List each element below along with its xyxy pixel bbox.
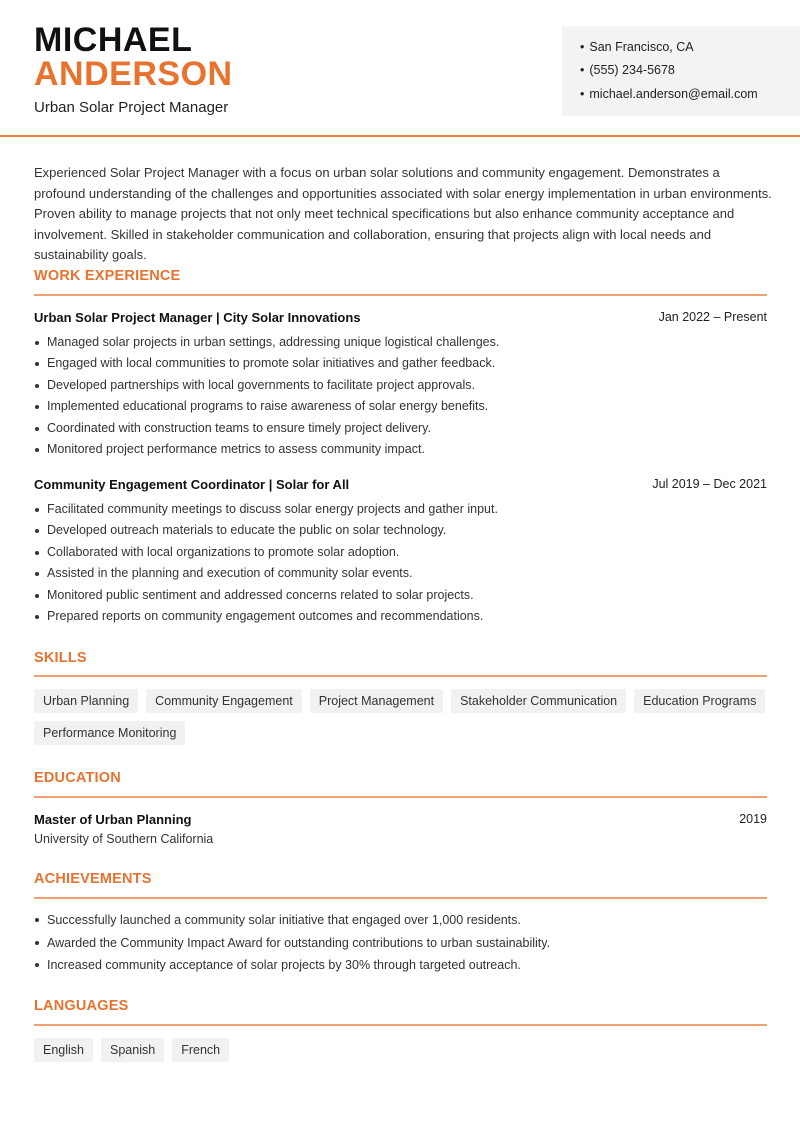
section-divider: [34, 294, 767, 296]
contact-location: • San Francisco, CA: [580, 40, 694, 54]
contact-box: [562, 26, 800, 116]
job-date: Jan 2022 – Present: [658, 310, 767, 324]
list-item: Increased community acceptance of solar projects by 30% through targeted outreach.: [34, 954, 550, 977]
skill-chip: Stakeholder Communication: [451, 689, 626, 713]
list-item: Facilitated community meetings to discuss solar energy projects and gather input.: [34, 499, 498, 520]
skill-chip: Project Management: [310, 689, 443, 713]
section-title-skills: SKILLS: [34, 650, 87, 666]
contact-phone: • (555) 234-5678: [580, 63, 675, 77]
skill-chip: Education Programs: [634, 689, 765, 713]
language-chip: Spanish: [101, 1038, 164, 1062]
last-name: ANDERSON: [34, 55, 233, 93]
section-title-education: EDUCATION: [34, 770, 121, 786]
section-title-achievements: ACHIEVEMENTS: [34, 871, 152, 887]
list-item: Monitored project performance metrics to assess community impact.: [34, 439, 499, 460]
job-bullets: [34, 332, 499, 460]
job-bullets: [34, 499, 498, 627]
list-item: Monitored public sentiment and addressed concerns related to solar projects.: [34, 585, 498, 606]
job-title: Urban Solar Project Manager | City Solar Innovations: [34, 310, 361, 325]
first-name: MICHAEL: [34, 21, 193, 59]
job-role: Urban Solar Project Manager: [34, 99, 229, 116]
summary: Experienced Solar Project Manager with a focus on urban solar solutions and community engagement. Demonstrates a profound understanding of the challenges and opportunities associated with solar energy implementation in urban environments. Proven ability to manage projects that not only meet technical specifications but also enhance community acceptance and involvement. Skilled in stakeholder communication and collaboration, ensuring that projects align with local needs and sustainability goals.: [34, 165, 772, 262]
education-degree: Master of Urban Planning: [34, 812, 192, 827]
list-item: Managed solar projects in urban settings, addressing unique logistical challenges.: [34, 332, 499, 353]
list-item: Awarded the Community Impact Award for outstanding contributions to urban sustainability.: [34, 932, 550, 955]
achievements-list: [34, 909, 550, 977]
resume-header: [0, 0, 800, 137]
list-item: Implemented educational programs to raise awareness of solar energy benefits.: [34, 396, 499, 417]
skill-chip: Community Engagement: [146, 689, 302, 713]
skills-list: [34, 689, 774, 745]
section-divider: [34, 675, 767, 677]
section-title-work: WORK EXPERIENCE: [34, 268, 181, 284]
contact-email[interactable]: • michael.anderson@email.com: [580, 87, 758, 101]
list-item: Collaborated with local organizations to promote solar adoption.: [34, 542, 498, 563]
education-year: 2019: [739, 812, 767, 826]
section-divider: [34, 796, 767, 798]
section-divider: [34, 897, 767, 899]
job-title: Community Engagement Coordinator | Solar for All: [34, 477, 350, 492]
education-school: University of Southern California: [34, 832, 214, 846]
list-item: Assisted in the planning and execution of community solar events.: [34, 563, 498, 584]
list-item: Prepared reports on community engagement outcomes and recommendations.: [34, 606, 498, 627]
list-item: Engaged with local communities to promote solar initiatives and gather feedback.: [34, 353, 499, 374]
section-divider: [34, 1024, 767, 1026]
list-item: Developed partnerships with local governments to facilitate project approvals.: [34, 375, 499, 396]
job-date: Jul 2019 – Dec 2021: [652, 477, 767, 491]
skill-chip: Performance Monitoring: [34, 721, 185, 745]
language-chip: English: [34, 1038, 93, 1062]
section-title-languages: LANGUAGES: [34, 998, 129, 1014]
language-chip: French: [172, 1038, 229, 1062]
languages-list: [34, 1038, 774, 1062]
list-item: Coordinated with construction teams to ensure timely project delivery.: [34, 418, 499, 439]
list-item: Successfully launched a community solar initiative that engaged over 1,000 residents.: [34, 909, 550, 932]
list-item: Developed outreach materials to educate the public on solar technology.: [34, 520, 498, 541]
skill-chip: Urban Planning: [34, 689, 138, 713]
